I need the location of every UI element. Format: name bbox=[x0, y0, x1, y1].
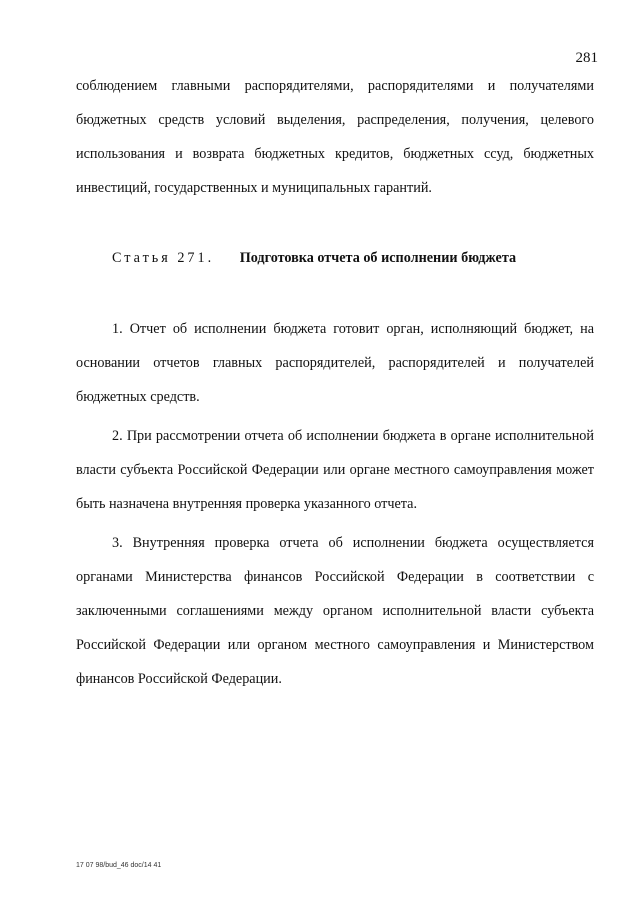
paragraph-3: 3. Внутренняя проверка отчета об исполнении бюджета осуществляется органами Министерства финансов Российской Федерации в соответствии с заключенными соглашениями между органом исполнительной власти субъекта Российской Федерации или органом местного самоуправления и Министерством финансов Российской Федерации. bbox=[76, 535, 594, 687]
article-label: Статья 271. bbox=[112, 250, 215, 266]
file-reference-footer: 17 07 98/bud_46 doc/14 41 bbox=[76, 862, 162, 869]
article-body bbox=[76, 312, 594, 701]
article-heading bbox=[112, 250, 516, 267]
intro-paragraph: соблюдением главными распорядителями, распорядителями и получателями бюджетных средств условий выделения, распределения, получения, целевого использования и возврата бюджетных кредитов, бюджетных ссуд, бюджетных инвестиций, государственных и муниципальных гарантий. bbox=[76, 78, 594, 196]
paragraph-1: 1. Отчет об исполнении бюджета готовит орган, исполняющий бюджет, на основании отчетов главных распорядителей, распорядителей и получателей бюджетных средств. bbox=[76, 321, 594, 405]
article-title: Подготовка отчета об исполнении бюджета bbox=[239, 250, 517, 266]
paragraph-2: 2. При рассмотрении отчета об исполнении бюджета в органе исполнительной власти субъекта Российской Федерации или органе местного самоуправления может быть назначена внутренняя проверка указанного отчета. bbox=[76, 428, 594, 512]
page-number: 281 bbox=[575, 50, 598, 66]
